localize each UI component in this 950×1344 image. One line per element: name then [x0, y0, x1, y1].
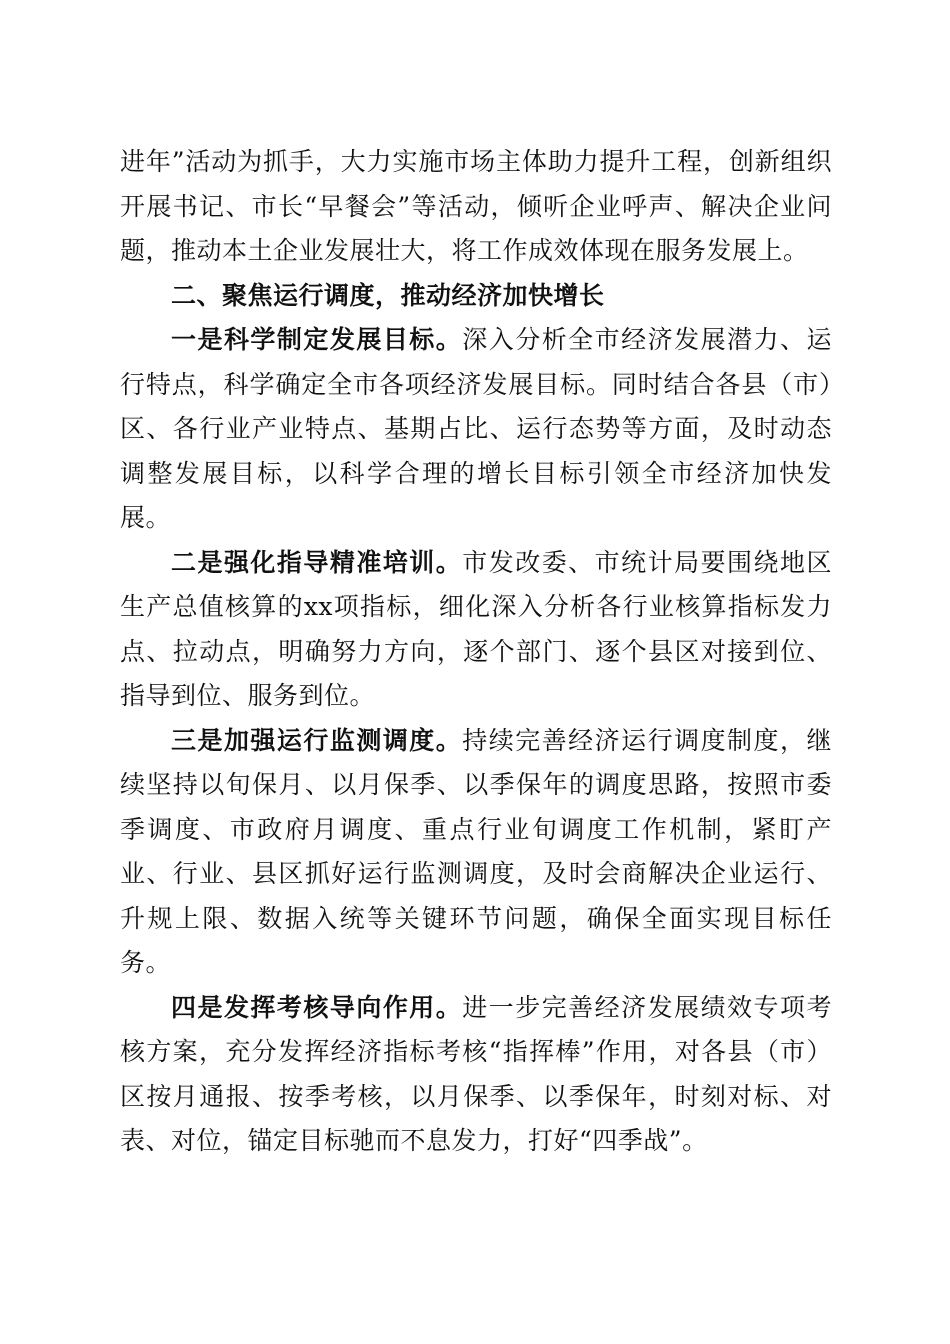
- paragraph-2: [120, 541, 832, 719]
- paragraph-lead: 三是加强运行监测调度。: [171, 725, 463, 755]
- paragraph-3: [120, 719, 832, 986]
- paragraph-text: 进一步完善经济发展绩效专项考核方案，充分发挥经济指标考核“指挥棒”作用，对各县（市）区按月通报、按季考核，以月保季、以季保年，时刻对标、对表、对位，锚定目标驰而不息发力，打好“四季战”。: [120, 992, 832, 1155]
- paragraph-text: 进年”活动为抓手，大力实施市场主体助力提升工程，创新组织开展书记、市长“早餐会”等活动，倾听企业呼声、解决企业问题，推动本土企业发展壮大，将工作成效体现在服务发展上。: [120, 147, 832, 265]
- paragraph-lead: 四是发挥考核导向作用。: [171, 992, 463, 1022]
- paragraph-text: 市发改委、市统计局要围绕地区生产总值核算的xx项指标，细化深入分析各行业核算指标发力点、拉动点，明确努力方向，逐个部门、逐个县区对接到位、指导到位、服务到位。: [120, 547, 832, 710]
- paragraph-4: [120, 986, 832, 1164]
- paragraph-lead: 二是强化指导精准培训。: [171, 547, 463, 577]
- paragraph-continued: [120, 140, 832, 274]
- paragraph-lead: 一是科学制定发展目标。: [171, 325, 463, 354]
- section-heading: 二、聚焦运行调度，推动经济加快增长: [171, 280, 605, 310]
- document-page: [120, 140, 832, 1164]
- paragraph-text: 深入分析全市经济发展潜力、运行特点，科学确定全市各项经济发展目标。同时结合各县（市）区、各行业产业特点、基期占比、运行态势等方面，及时动态调整发展目标，以科学合理的增长目标引领全市经济加快发展。: [120, 325, 832, 532]
- paragraph-1: [120, 318, 832, 541]
- paragraph-text: 持续完善经济运行调度制度，继续坚持以旬保月、以月保季、以季保年的调度思路，按照市委季调度、市政府月调度、重点行业旬调度工作机制，紧盯产业、行业、县区抓好运行监测调度，及时会商解决企业运行、升规上限、数据入统等关键环节问题，确保全面实现目标任务。: [120, 725, 832, 977]
